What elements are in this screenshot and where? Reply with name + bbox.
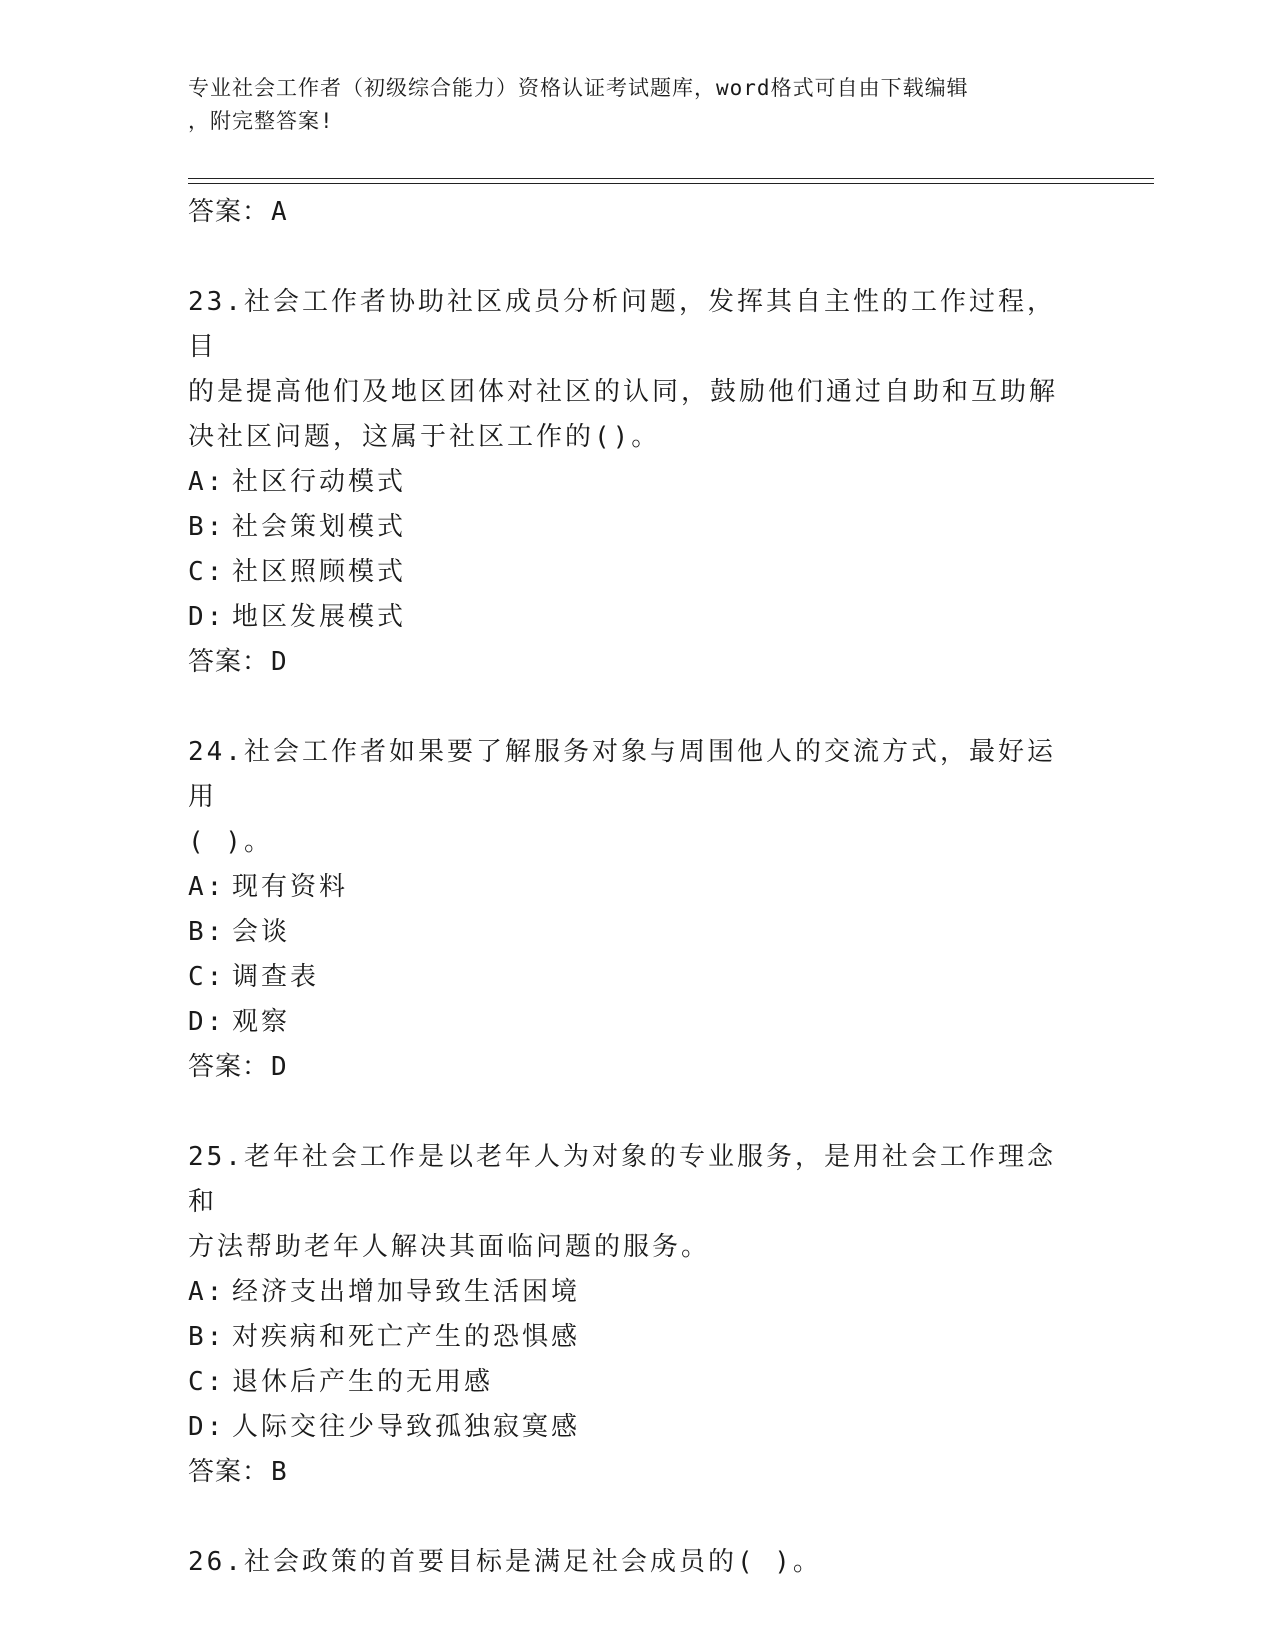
stem-line: 25.老年社会工作是以老年人为对象的专业服务，是用社会工作理念和 — [188, 1142, 1056, 1217]
option-key: A: — [188, 1277, 226, 1307]
header-rule-bottom — [188, 183, 1154, 184]
answer-value: D — [271, 1052, 288, 1082]
answer-value: D — [271, 647, 288, 677]
option-text: 现有资料 — [232, 872, 349, 902]
option-key: D: — [188, 1412, 226, 1442]
option-key: A: — [188, 872, 226, 902]
option-key: B: — [188, 1322, 226, 1352]
stem-line: 23.社会工作者协助社区成员分析问题，发挥其自主性的工作过程，目 — [188, 287, 1056, 362]
option-key: D: — [188, 602, 226, 632]
option-text: 经济支出增加导致生活困境 — [232, 1277, 581, 1307]
question-stem — [188, 1135, 1068, 1270]
question-block — [188, 1135, 1088, 1495]
option-d — [188, 1405, 1088, 1450]
question-stem — [188, 1540, 1068, 1585]
answer-value: A — [271, 197, 288, 227]
option-text: 人际交往少导致孤独寂寞感 — [232, 1412, 581, 1442]
option-d — [188, 1000, 1088, 1045]
option-key: C: — [188, 557, 226, 587]
answer-label: 答案： — [188, 1457, 270, 1487]
option-b — [188, 910, 1088, 955]
question-stem — [188, 280, 1068, 460]
option-b — [188, 1315, 1088, 1360]
answer-line — [188, 1045, 1088, 1090]
option-c — [188, 955, 1088, 1000]
option-d — [188, 595, 1088, 640]
page-header — [188, 72, 1088, 138]
header-rule-top — [188, 178, 1154, 179]
stem-line: 方法帮助老年人解决其面临问题的服务。 — [188, 1232, 711, 1262]
option-text: 调查表 — [232, 962, 320, 992]
option-a — [188, 460, 1088, 505]
answer-value: B — [271, 1457, 288, 1487]
option-text: 会谈 — [232, 917, 291, 947]
answer-line — [188, 190, 1088, 235]
answer-line — [188, 640, 1088, 685]
option-key: C: — [188, 962, 226, 992]
stem-line: 24.社会工作者如果要了解服务对象与周围他人的交流方式，最好运用 — [188, 737, 1056, 812]
option-a — [188, 865, 1088, 910]
option-text: 社区行动模式 — [232, 467, 407, 497]
option-c — [188, 550, 1088, 595]
answer-label: 答案： — [188, 197, 270, 227]
answer-label: 答案： — [188, 647, 270, 677]
option-key: B: — [188, 512, 226, 542]
question-stem — [188, 730, 1068, 865]
option-c — [188, 1360, 1088, 1405]
stem-line: 的是提高他们及地区团体对社区的认同，鼓励他们通过自助和互助解 — [188, 377, 1059, 407]
option-text: 地区发展模式 — [232, 602, 407, 632]
option-text: 对疾病和死亡产生的恐惧感 — [232, 1322, 581, 1352]
answer-label: 答案： — [188, 1052, 270, 1082]
question-block — [188, 730, 1088, 1090]
option-b — [188, 505, 1088, 550]
answer-line — [188, 1450, 1088, 1495]
header-line-2: ，附完整答案! — [188, 109, 334, 133]
stem-line: 决社区问题，这属于社区工作的()。 — [188, 422, 661, 452]
question-block — [188, 280, 1088, 685]
option-text: 社会策划模式 — [232, 512, 407, 542]
stem-line: ( )。 — [188, 827, 273, 857]
question-list — [188, 190, 1088, 1585]
option-text: 观察 — [232, 1007, 291, 1037]
option-text: 退休后产生的无用感 — [232, 1367, 494, 1397]
stem-line: 26.社会政策的首要目标是满足社会成员的( )。 — [188, 1547, 822, 1577]
header-line-1: 专业社会工作者（初级综合能力）资格认证考试题库，word格式可自由下载编辑 — [188, 76, 969, 100]
option-key: D: — [188, 1007, 226, 1037]
option-key: C: — [188, 1367, 226, 1397]
option-a — [188, 1270, 1088, 1315]
question-block — [188, 1540, 1088, 1585]
option-key: A: — [188, 467, 226, 497]
option-text: 社区照顾模式 — [232, 557, 407, 587]
option-key: B: — [188, 917, 226, 947]
